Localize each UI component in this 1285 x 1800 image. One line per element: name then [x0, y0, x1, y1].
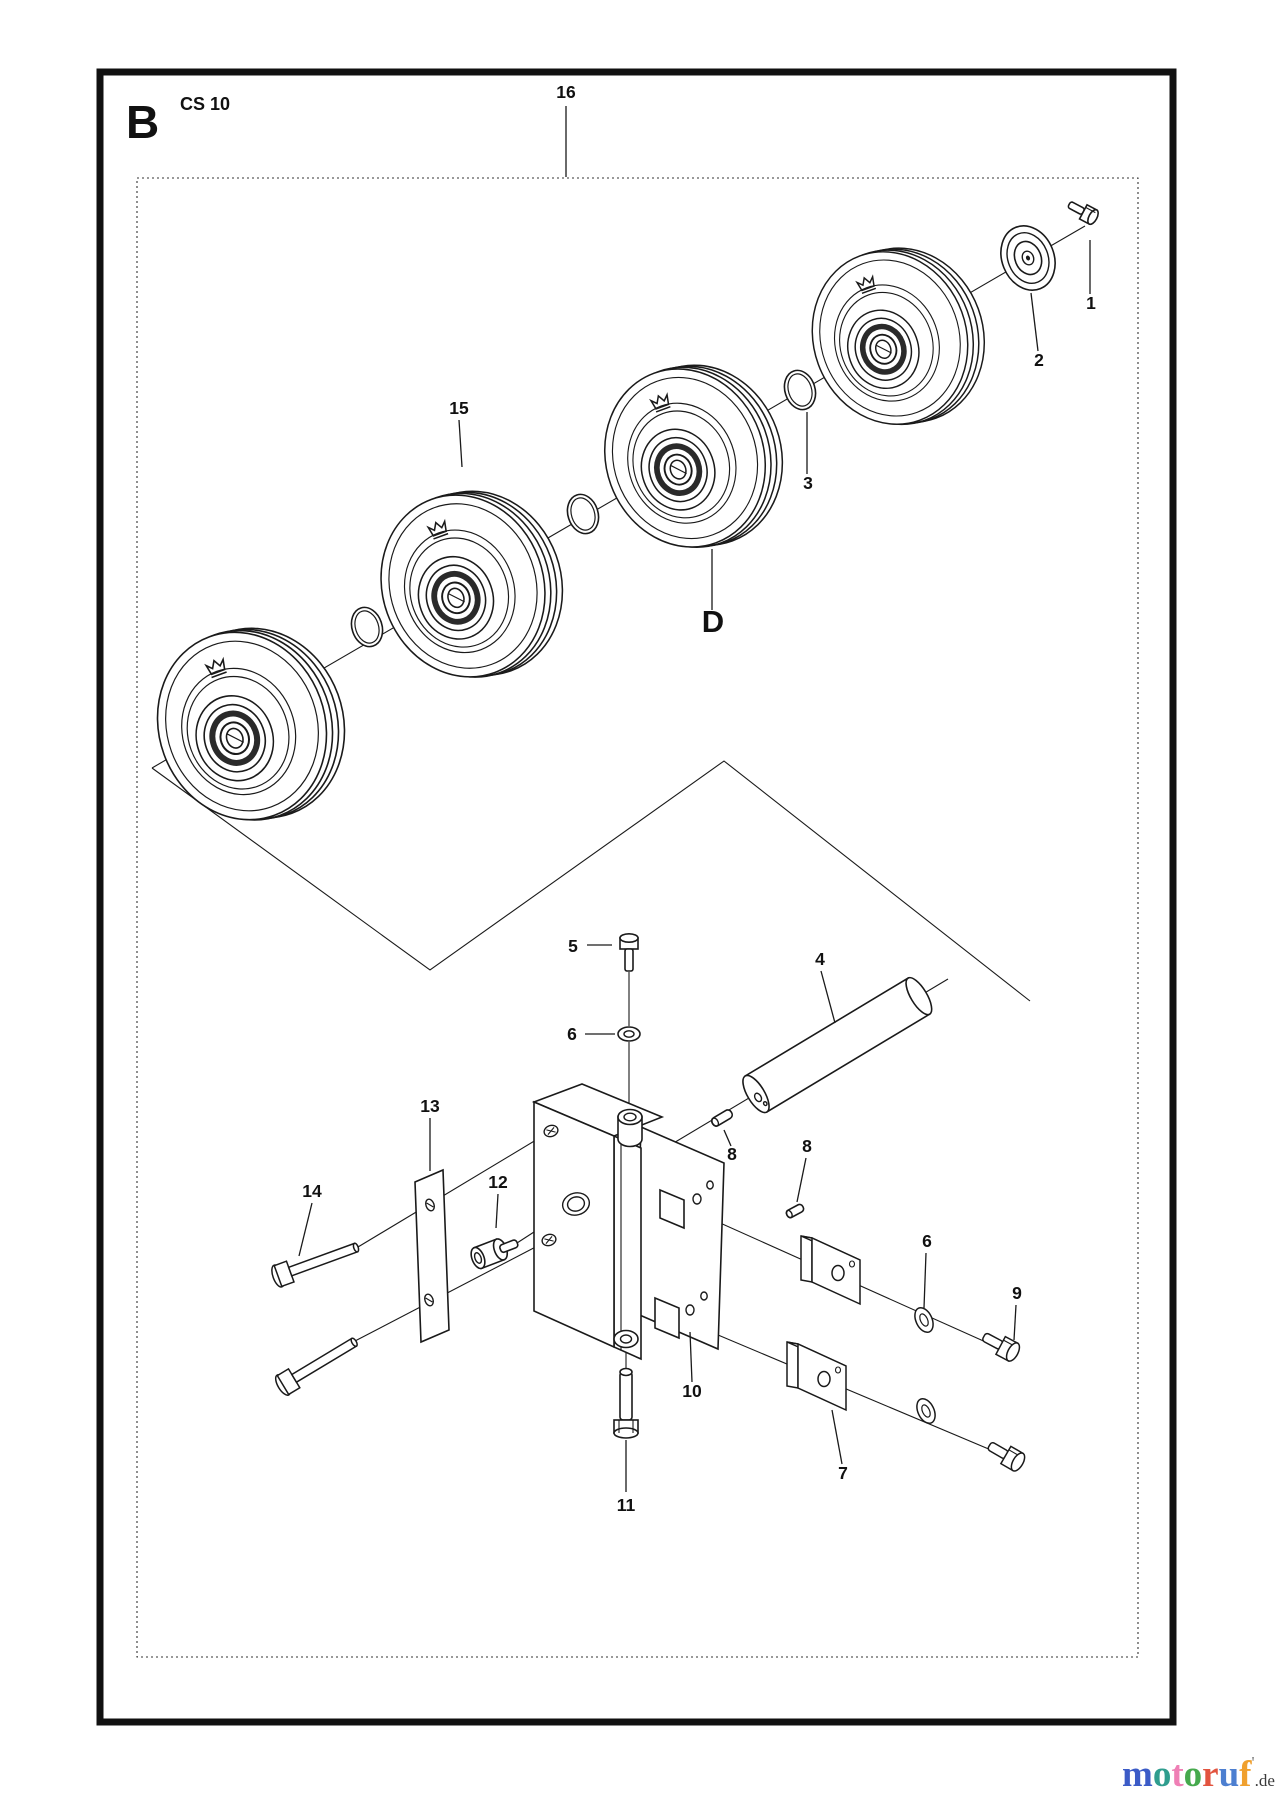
hex-bolt-11: [614, 1369, 638, 1439]
wm-letter-o2: o: [1183, 1754, 1203, 1795]
wheel-assembly-1: [132, 602, 371, 847]
callout-5: 5: [568, 936, 578, 956]
callout-15: 15: [449, 398, 469, 418]
support-roller-4: [738, 974, 937, 1116]
washer-6-right: [911, 1305, 936, 1335]
wheel-assembly-3: [580, 340, 807, 573]
page-letter: B: [126, 96, 160, 148]
spacer-block-7: [787, 1342, 846, 1410]
socket-screw-12: [468, 1233, 521, 1271]
hex-bolt-5: [620, 934, 638, 971]
watermark-logo: [1122, 1753, 1275, 1795]
model-code: CS 10: [180, 94, 231, 114]
callout-14: 14: [302, 1181, 322, 1201]
callout-7: 7: [838, 1463, 848, 1483]
callout-16: 16: [556, 82, 576, 102]
callout-2: 2: [1034, 350, 1044, 370]
mounting-plate-13: [415, 1170, 449, 1342]
upper-plate-axis-line: [358, 1131, 551, 1247]
callout-4: 4: [815, 949, 825, 969]
washer-lower-right: [913, 1396, 938, 1426]
pin-8-right: [785, 1203, 805, 1219]
hex-bolt-9: [979, 1328, 1022, 1363]
hex-bolt-lower-right: [984, 1437, 1027, 1473]
washer-6-top: [618, 1027, 640, 1041]
wheel-assembly-2: [356, 466, 588, 704]
callout-6-top: 6: [567, 1024, 577, 1044]
group-label-D: D: [701, 604, 725, 639]
washer-above-bolt-11: [614, 1331, 638, 1348]
cup-washer-2: [992, 218, 1065, 299]
long-bolt-14-lower: [273, 1331, 362, 1397]
o-ring-3: [780, 366, 821, 413]
callout-6-right: 6: [922, 1231, 932, 1251]
wm-letter-r: r: [1202, 1754, 1219, 1795]
wm-letter-o1: o: [1152, 1754, 1172, 1795]
hex-bolt-1: [1065, 197, 1100, 226]
callout-8-left: 8: [727, 1144, 737, 1164]
wm-tick: ': [1251, 1753, 1255, 1772]
bearing-housing: [534, 1084, 724, 1359]
callout-10: 10: [682, 1381, 702, 1401]
callout-12: 12: [488, 1172, 508, 1192]
wm-letter-t: t: [1171, 1754, 1184, 1795]
housing-channel: [614, 1136, 641, 1359]
housing-front-face: [534, 1102, 614, 1347]
pin-8-left: [710, 1108, 733, 1127]
wm-letter-u: u: [1218, 1754, 1240, 1795]
callout-13: 13: [420, 1096, 440, 1116]
callout-8-right: 8: [802, 1136, 812, 1156]
page-frame: [100, 72, 1173, 1722]
spacer-block-upper: [801, 1236, 860, 1304]
wm-letter-m: m: [1122, 1754, 1153, 1795]
o-ring-middle: [563, 490, 604, 537]
callout-9: 9: [1012, 1283, 1022, 1303]
o-ring-left: [347, 603, 388, 650]
callout-1: 1: [1086, 293, 1096, 313]
wm-suffix: .de: [1254, 1771, 1275, 1790]
wm-letter-f: f: [1239, 1754, 1252, 1795]
wheel-assembly-4: [788, 224, 1008, 450]
callout-11: 11: [616, 1495, 636, 1515]
long-bolt-14-upper: [269, 1236, 362, 1288]
lower-plate-axis-line: [355, 1240, 549, 1341]
callout-3: 3: [803, 473, 813, 493]
